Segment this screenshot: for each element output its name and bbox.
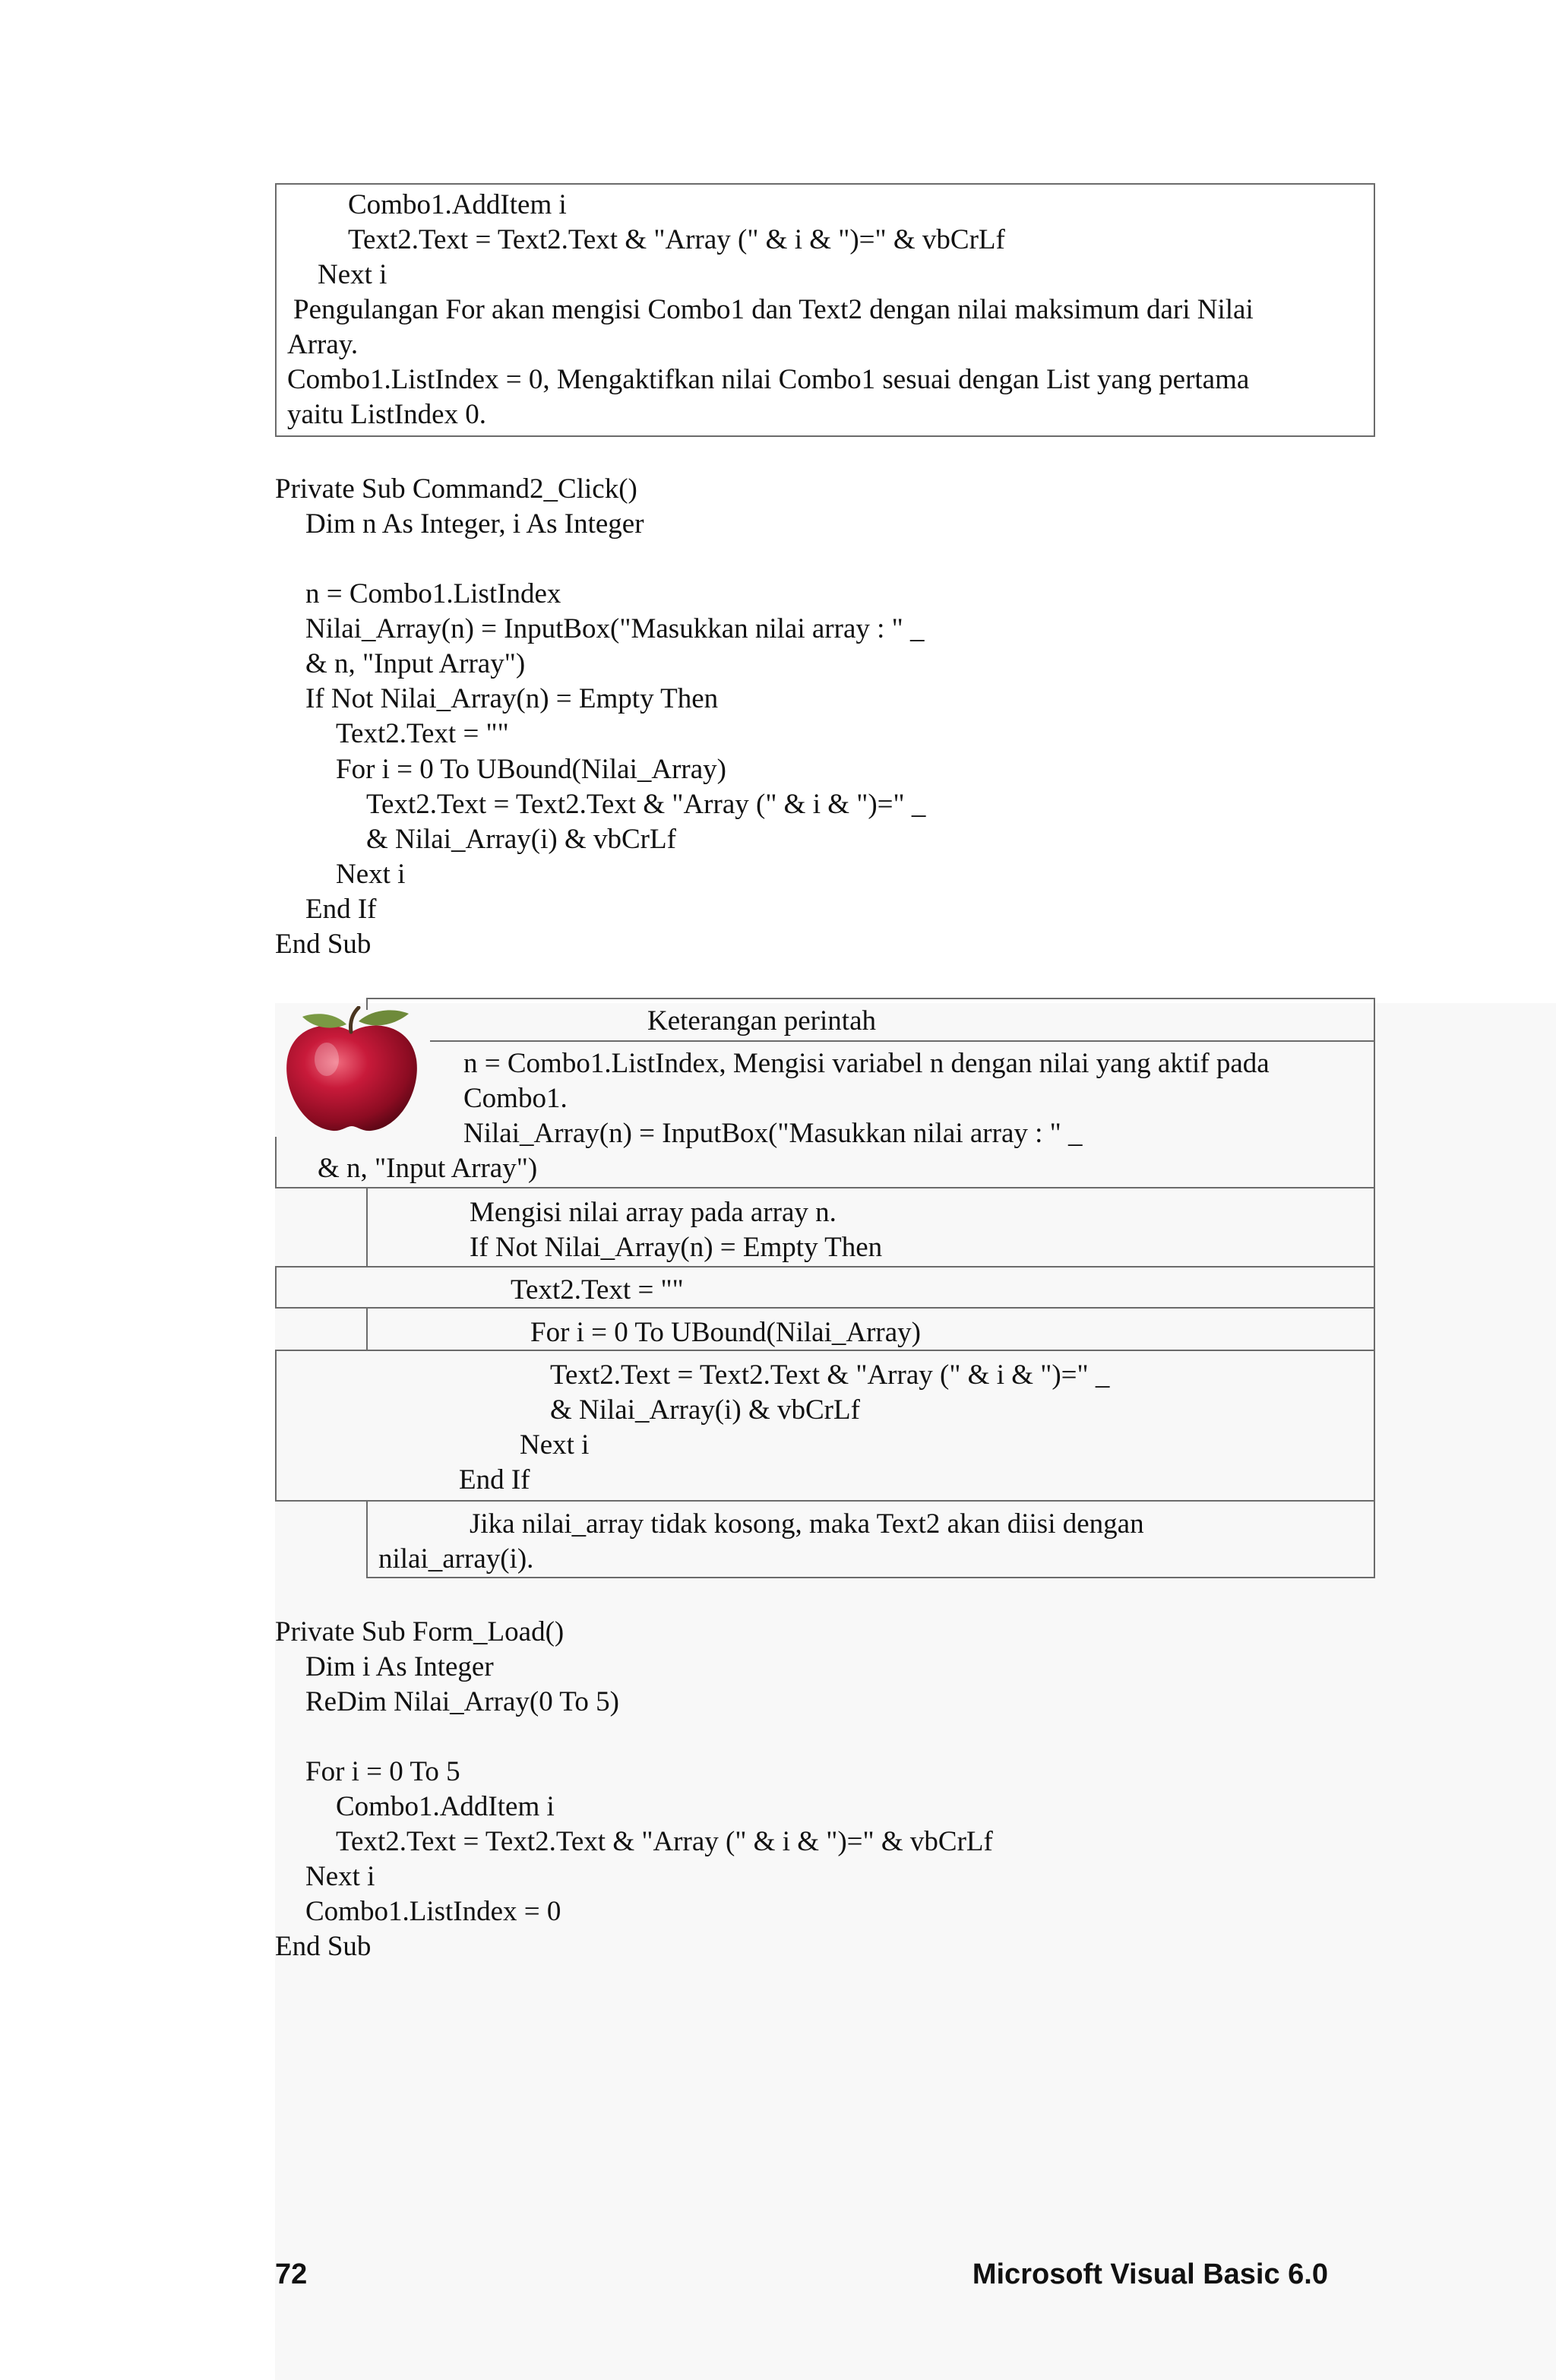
code-line: End If <box>305 894 377 925</box>
apple-icon <box>280 1006 424 1134</box>
book-title: Microsoft Visual Basic 6.0 <box>972 2258 1328 2290</box>
code-line: End Sub <box>275 929 372 960</box>
code-line: & n, "Input Array") <box>305 648 526 679</box>
code-line: Next i <box>336 859 406 890</box>
explanation-line: Jika nilai_array tidak kosong, maka Text2 akan diisi dengan <box>470 1508 1144 1540</box>
code-line: n = Combo1.ListIndex <box>305 578 561 609</box>
explanation-line: Array. <box>287 329 359 360</box>
code-line: Combo1.AddItem i <box>348 189 567 220</box>
code-line: Text2.Text = "" <box>336 718 509 749</box>
code-line: If Not Nilai_Array(n) = Empty Then <box>305 683 719 714</box>
explanation-line: Pengulangan For akan mengisi Combo1 dan Text2 dengan nilai maksimum dari Nilai <box>293 294 1254 325</box>
explanation-line: yaitu ListIndex 0. <box>287 399 487 430</box>
explanation-line: Mengisi nilai array pada array n. <box>470 1197 837 1228</box>
code-line: Nilai_Array(n) = InputBox("Masukkan nilai array : " _ <box>305 613 925 644</box>
code-line: Next i <box>305 1861 375 1892</box>
code-line: Dim n As Integer, i As Integer <box>305 508 644 540</box>
code-line: End Sub <box>275 1931 372 1962</box>
code-line: Next i <box>318 259 387 290</box>
code-line: Text2.Text = "" <box>511 1274 684 1306</box>
explanation-line: nilai_array(i). <box>378 1543 534 1575</box>
code-line: & Nilai_Array(i) & vbCrLf <box>550 1394 860 1426</box>
code-line: For i = 0 To UBound(Nilai_Array) <box>336 754 726 785</box>
code-line: If Not Nilai_Array(n) = Empty Then <box>470 1232 883 1263</box>
code-line: Text2.Text = Text2.Text & "Array (" & i & ")=" _ <box>366 789 926 820</box>
code-line: Combo1.AddItem i <box>336 1791 555 1822</box>
code-line: For i = 0 To UBound(Nilai_Array) <box>530 1317 921 1348</box>
code-line: Dim i As Integer <box>305 1651 494 1682</box>
code-line: End If <box>459 1464 530 1495</box>
table-header: Keterangan perintah <box>647 1005 876 1037</box>
explanation-line: Combo1.ListIndex = 0, Mengaktifkan nilai Combo1 sesuai dengan List yang pertama <box>287 364 1250 395</box>
code-line: For i = 0 To 5 <box>305 1756 460 1787</box>
code-line: Combo1.ListIndex = 0 <box>305 1896 561 1927</box>
code-line: & Nilai_Array(i) & vbCrLf <box>366 824 676 855</box>
code-line: Text2.Text = Text2.Text & "Array (" & i & ")=" _ <box>550 1359 1110 1391</box>
code-line: Private Sub Command2_Click() <box>275 473 637 505</box>
code-line: Next i <box>520 1429 590 1461</box>
explanation-line: n = Combo1.ListIndex, Mengisi variabel n dengan nilai yang aktif pada <box>463 1048 1270 1079</box>
page-number: 72 <box>275 2258 308 2290</box>
code-line: & n, "Input Array") <box>318 1153 538 1184</box>
code-line: ReDim Nilai_Array(0 To 5) <box>305 1686 619 1717</box>
code-line: Nilai_Array(n) = InputBox("Masukkan nilai array : " _ <box>463 1118 1083 1149</box>
code-line: Text2.Text = Text2.Text & "Array (" & i & ")=" & vbCrLf <box>336 1826 993 1857</box>
explanation-line: Combo1. <box>463 1083 568 1114</box>
code-line: Private Sub Form_Load() <box>275 1616 565 1647</box>
code-line: Text2.Text = Text2.Text & "Array (" & i & ")=" & vbCrLf <box>348 224 1005 255</box>
